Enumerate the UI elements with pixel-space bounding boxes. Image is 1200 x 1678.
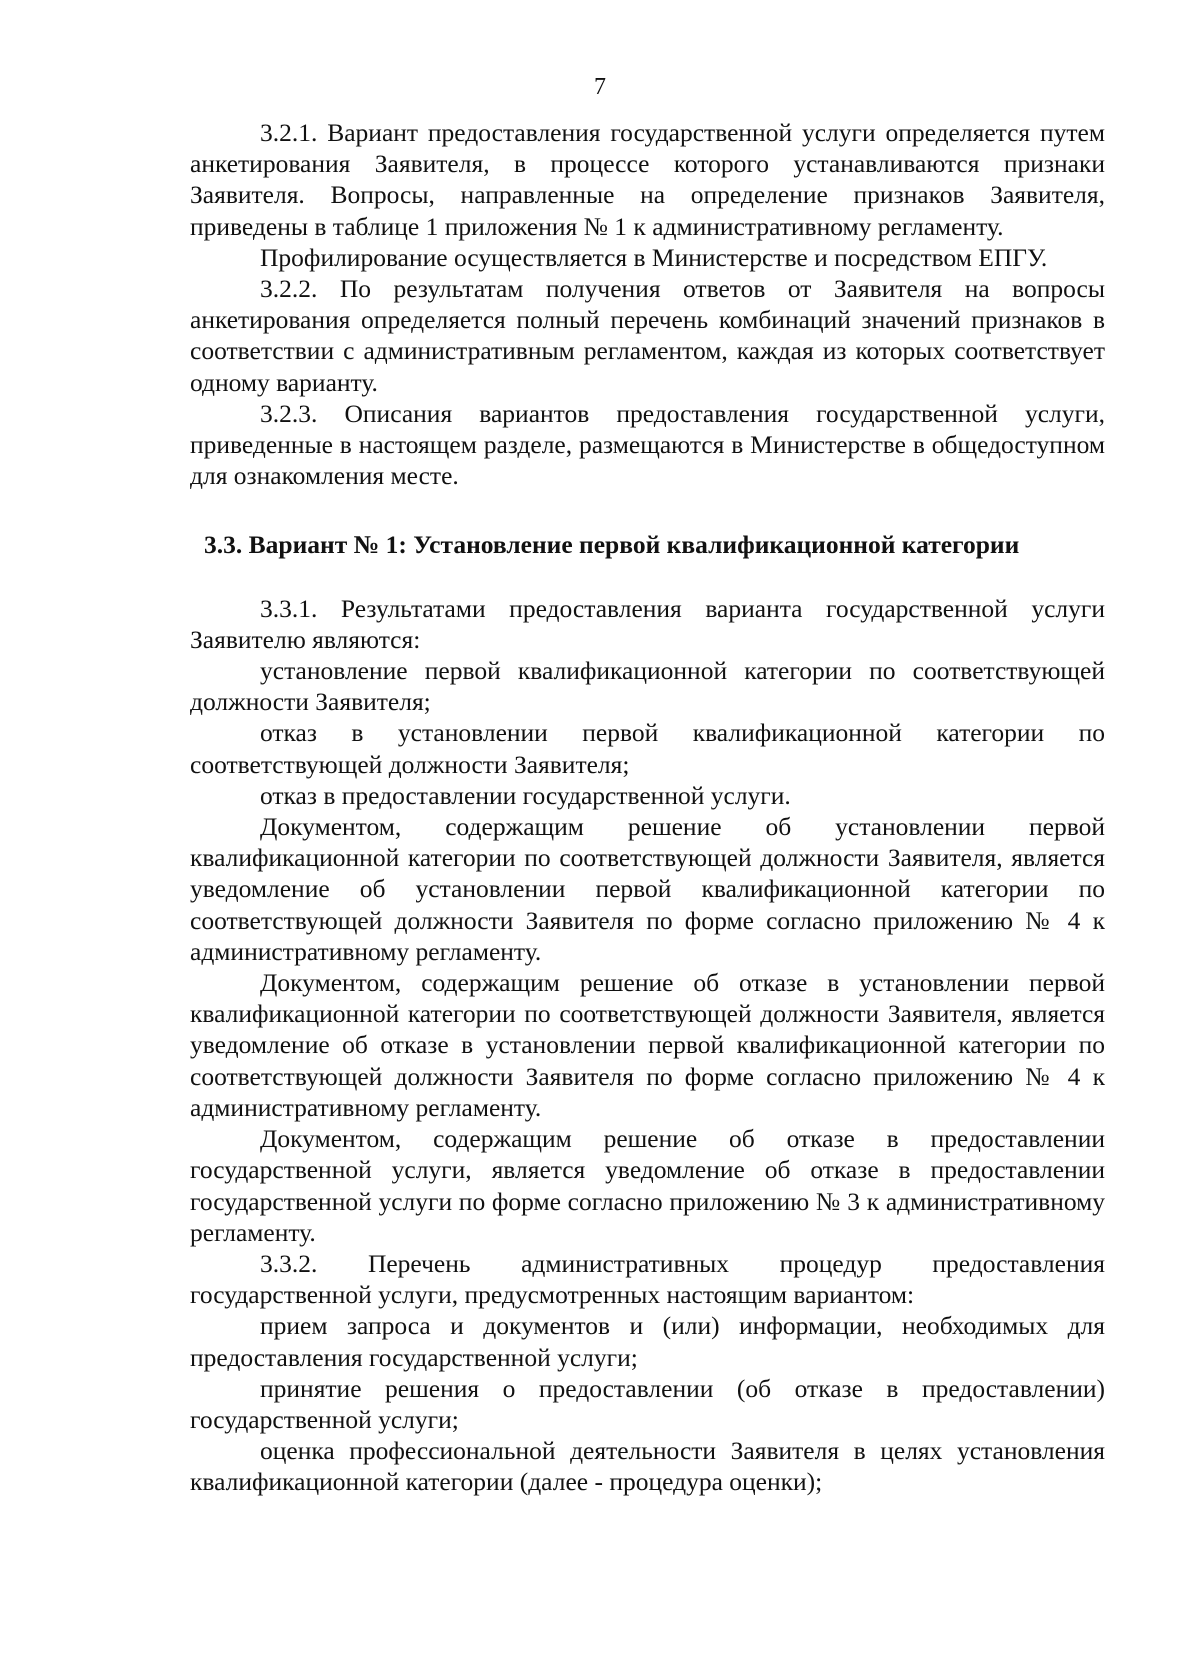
paragraph-3-2-1: 3.2.1. Вариант предоставления государственной услуги определяется путем анкетирования Заявителя, в процессе которого устанавливаются признаки Заявителя. Вопросы, направленные на определение признаков Заявителя, приведены в таблице 1 приложения № 1 к административному регламенту.: [190, 118, 1105, 241]
procedure-item: прием запроса и документов и (или) информации, необходимых для предоставления государственной услуги;: [190, 1311, 1105, 1372]
document-decision-paragraph: Документом, содержащим решение об отказе в предоставлении государственной услуги, является уведомление об отказе в предоставлении государственной услуги по форме согласно приложению № 3 к административному регламенту.: [190, 1124, 1105, 1247]
paragraph-profiling: Профилирование осуществляется в Министерстве и посредством ЕПГУ.: [260, 242, 1048, 272]
page-number: 7: [594, 74, 606, 100]
paragraph-3-2-2: 3.2.2. По результатам получения ответов от Заявителя на вопросы анкетирования определяется полный перечень комбинаций значений признаков в соответствии с административным регламентом, каждая из которых соответствует одному варианту.: [190, 274, 1105, 397]
document-decision-paragraph: Документом, содержащим решение об установлении первой квалификационной категории по соответствующей должности Заявителя, является уведомление об установлении первой квалификационной категории по соответствующей должности Заявителя по форме согласно приложению № 4 к административному регламенту.: [190, 812, 1105, 966]
paragraph-3-2-3: 3.2.3. Описания вариантов предоставления государственной услуги, приведенные в настоящем разделе, размещаются в Министерстве в общедоступном для ознакомления месте.: [190, 398, 1105, 491]
document-body: [190, 117, 1105, 1498]
paragraph-3-3-1: 3.3.1. Результатами предоставления варианта государственной услуги Заявителю являются:: [190, 593, 1105, 654]
result-item: отказ в предоставлении государственной услуги.: [260, 780, 791, 810]
paragraph-3-3-2: 3.3.2. Перечень административных процедур предоставления государственной услуги, предусмотренных настоящим вариантом:: [190, 1248, 1105, 1310]
spacer: [190, 561, 1105, 593]
result-item: отказ в установлении первой квалификационной категории по соответствующей должности Заявителя;: [190, 718, 1105, 779]
section-heading: 3.3. Вариант № 1: Установление первой квалификационной категории: [204, 530, 1020, 560]
procedure-item: оценка профессиональной деятельности Заявителя в целях установления квалификационной категории (далее - процедура оценки);: [190, 1436, 1105, 1497]
result-item: установление первой квалификационной категории по соответствующей должности Заявителя;: [190, 656, 1105, 717]
document-decision-paragraph: Документом, содержащим решение об отказе в установлении первой квалификационной категории по соответствующей должности Заявителя, является уведомление об отказе в установлении первой квалификационной категории по соответствующей должности Заявителя по форме согласно приложению № 4 к административному регламенту.: [190, 968, 1105, 1122]
procedure-item: принятие решения о предоставлении (об отказе в предоставлении) государственной услуги;: [190, 1373, 1105, 1434]
spacer: [190, 491, 1105, 529]
